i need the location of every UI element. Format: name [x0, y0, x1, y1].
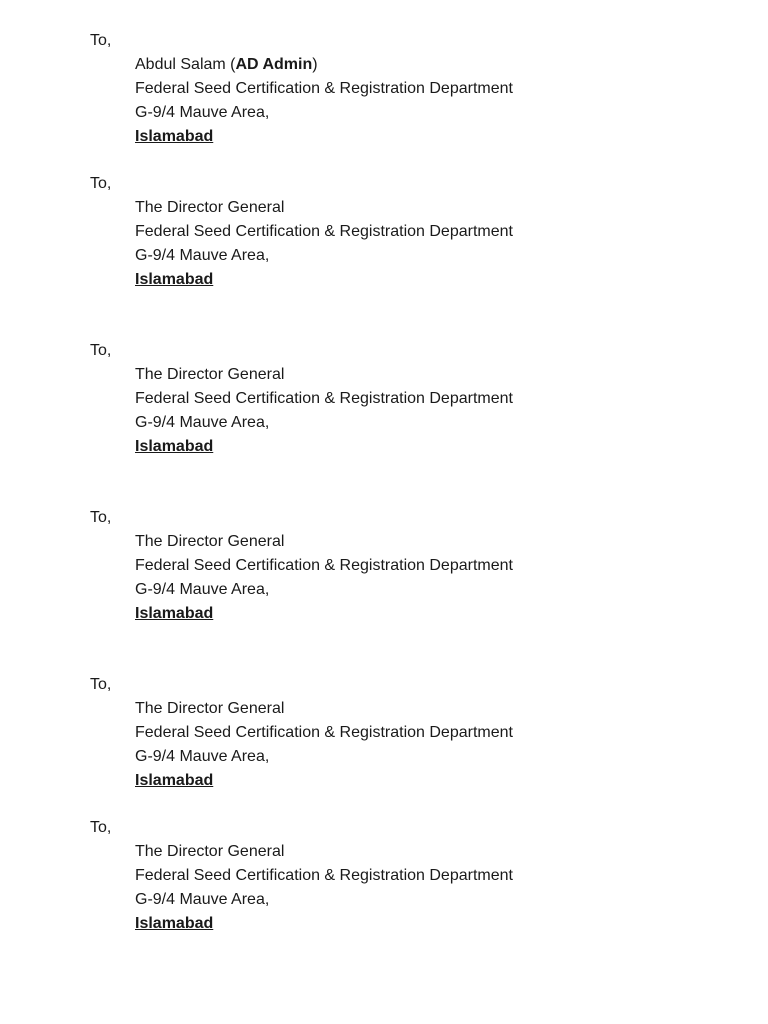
area-line: G-9/4 Mauve Area,: [135, 581, 270, 598]
department-line: Federal Seed Certification & Registration Department: [135, 867, 513, 884]
department-line: Federal Seed Certification & Registration Department: [135, 80, 513, 97]
department-line: Federal Seed Certification & Registration Department: [135, 724, 513, 741]
department-line: Federal Seed Certification & Registration Department: [135, 390, 513, 407]
address-lines: [135, 697, 513, 793]
salutation: To,: [90, 32, 112, 49]
salutation: To,: [90, 342, 112, 359]
department-line: Federal Seed Certification & Registration Department: [135, 557, 513, 574]
city-line: Islamabad: [135, 128, 214, 145]
area-line: G-9/4 Mauve Area,: [135, 748, 270, 765]
department-line: Federal Seed Certification & Registration Department: [135, 223, 513, 240]
recipient-line: The Director General: [135, 366, 285, 383]
recipient-line: The Director General: [135, 199, 285, 216]
recipient-close: ): [312, 56, 318, 73]
salutation: To,: [90, 676, 112, 693]
city-line: Islamabad: [135, 915, 214, 932]
salutation: To,: [90, 819, 112, 836]
salutation: To,: [90, 175, 112, 192]
area-line: G-9/4 Mauve Area,: [135, 414, 270, 431]
recipient-line: [135, 53, 513, 77]
city-line: Islamabad: [135, 772, 214, 789]
city-line: Islamabad: [135, 605, 214, 622]
recipient-line: The Director General: [135, 533, 285, 550]
recipient-line: The Director General: [135, 700, 285, 717]
recipient-line: The Director General: [135, 843, 285, 860]
address-lines: [135, 363, 513, 459]
area-line: G-9/4 Mauve Area,: [135, 247, 270, 264]
area-line: G-9/4 Mauve Area,: [135, 891, 270, 908]
address-lines: [135, 530, 513, 626]
area-line: G-9/4 Mauve Area,: [135, 104, 270, 121]
address-lines: [135, 53, 513, 149]
city-line: Islamabad: [135, 271, 214, 288]
address-lines: [135, 840, 513, 936]
salutation: To,: [90, 509, 112, 526]
recipient-role: AD Admin: [235, 56, 313, 73]
address-lines: [135, 196, 513, 292]
city-line: Islamabad: [135, 438, 214, 455]
recipient-name: Abdul Salam (: [135, 56, 236, 73]
